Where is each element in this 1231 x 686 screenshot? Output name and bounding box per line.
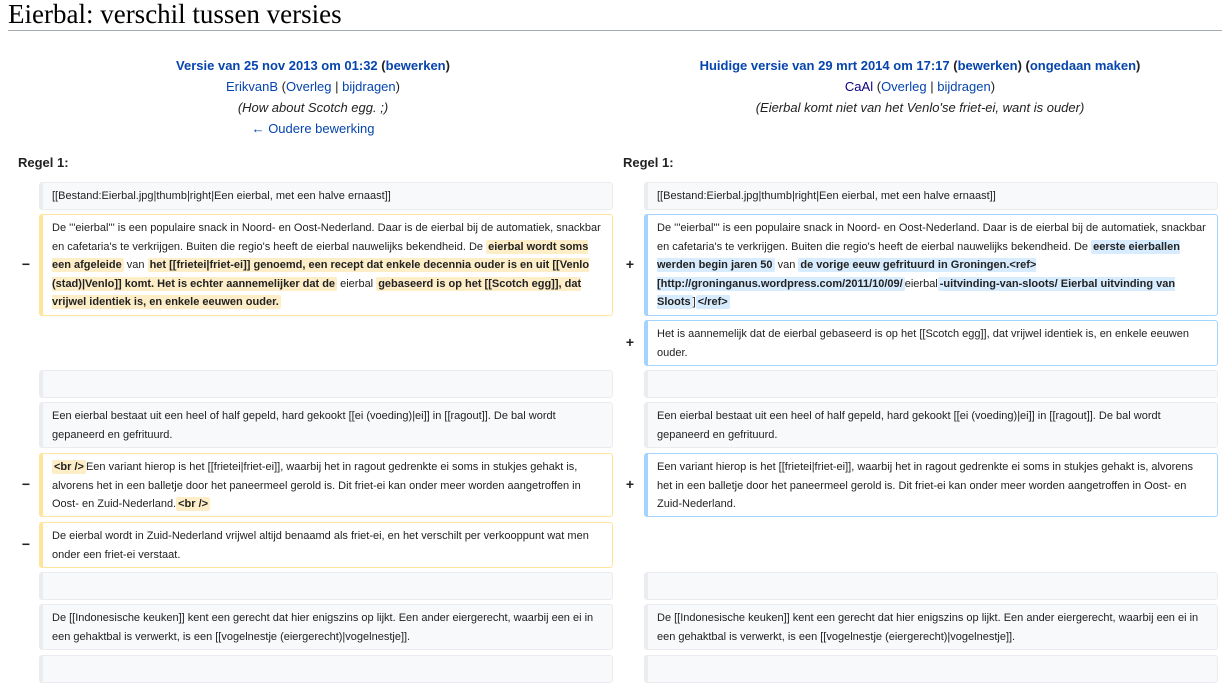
older-edit-link[interactable]: ← Oudere bewerking: [251, 121, 375, 136]
left-empty-context-line: [39, 370, 613, 398]
left-revision-header: Versie van 25 nov 2013 om 01:32 (bewerken) ErikvanB (Overleg | bijdragen) (How about Scotch egg. ;) ← Oudere bewerking: [18, 55, 608, 139]
left-context-line: [[Bestand:Eierbal.jpg|thumb|right|Een eierbal, met een halve ernaast]]: [39, 182, 613, 210]
right-added-line: De '''eierbal''' is een populaire snack in Noord- en Oost-Nederland. Daar is de eierbal bij de automatiek, snackbar en cafetaria's te verkrijgen. Buiten die regio's heeft de eierbal nauwelijks bekendheid. De eerste eierballen werden begin jaren 50 van de vorige eeuw gefrituurd in Groningen.<ref>[http://groninganus.wordpress.com/2011/10/09/ eierbal -uitvinding-van-sloots/ Eierbal uitvinding van Sloots ] </ref>: [644, 214, 1218, 316]
left-talk-link[interactable]: Overleg: [285, 79, 332, 94]
right-line-number: Regel 1:: [623, 155, 674, 170]
right-empty-context-line: [644, 370, 1218, 398]
left-context-line: De [[Indonesische keuken]] kent een gerecht dat hier enigszins op lijkt. Een ander eiergerecht, waarbij een ei in een gehaktbal is verwerkt, is een [[vogelnestje (eiergerecht)|vogelnestje]].: [39, 604, 613, 650]
right-edit-summary: (Eierbal komt niet van het Venlo'se friet-ei, want is ouder): [755, 100, 1085, 115]
right-added-line: Een variant hierop is het [[frietei|friet-ei]], waarbij het in ragout gedrenkte ei soms in stukjes gehakt is, alvorens het in een balletje door het paneermeel gerold is. Dit friet-ei kan onder meer worden aangetroffen in Oost- en Zuid-Nederland.: [644, 453, 1218, 517]
minus-marker: −: [21, 256, 31, 272]
right-user-link[interactable]: CaAl: [844, 79, 874, 94]
left-empty-context-line: [39, 572, 613, 600]
left-deleted-line: De eierbal wordt in Zuid-Nederland vrijwel altijd benaamd als friet-ei, en het verschilt per verkooppunt wat men onder een friet-ei verstaat.: [39, 522, 613, 568]
right-edit-link[interactable]: bewerken: [957, 58, 1018, 73]
minus-marker: −: [21, 476, 31, 492]
left-deleted-line: <br /> Een variant hierop is het [[frietei|friet-ei]], waarbij het in ragout gedrenkte ei soms in stukjes gehakt is, alvorens het in een balletje door het paneermeel gerold is. Dit friet-ei kan onder meer worden aangetroffen in Oost- en Zuid-Nederland. <br />: [39, 453, 613, 517]
right-context-line: De [[Indonesische keuken]] kent een gerecht dat hier enigszins op lijkt. Een ander eiergerecht, waarbij een ei in een gehaktbal is verwerkt, is een [[vogelnestje (eiergerecht)|vogelnestje]].: [644, 604, 1218, 650]
minus-marker: −: [21, 536, 31, 552]
right-empty-context-line: [644, 655, 1218, 683]
page-title: Eierbal: verschil tussen versies: [8, 0, 1222, 31]
right-empty-context-line: [644, 572, 1218, 600]
plus-marker: +: [625, 256, 635, 272]
left-edit-summary: (How about Scotch egg. ;): [237, 100, 389, 115]
left-edit-link[interactable]: bewerken: [385, 58, 446, 73]
right-contribs-link[interactable]: bijdragen: [937, 79, 991, 94]
plus-marker: +: [625, 334, 635, 350]
right-context-line: [[Bestand:Eierbal.jpg|thumb|right|Een eierbal, met een halve ernaast]]: [644, 182, 1218, 210]
undo-link[interactable]: ongedaan maken: [1029, 58, 1137, 73]
right-version-link[interactable]: Huidige versie van 29 mrt 2014 om 17:17: [699, 58, 950, 73]
right-added-line: Het is aannemelijk dat de eierbal gebaseerd is op het [[Scotch egg]], dat vrijwel identiek is, en enkele eeuwen ouder.: [644, 320, 1218, 366]
plus-marker: +: [625, 476, 635, 492]
left-empty-context-line: [39, 655, 613, 683]
left-line-number: Regel 1:: [18, 155, 69, 170]
left-user-link[interactable]: ErikvanB: [225, 79, 279, 94]
right-context-line: Een eierbal bestaat uit een heel of half gepeld, hard gekookt [[ei (voeding)|ei]] in [[ragout]]. De bal wordt gepaneerd en gefrituurd.: [644, 402, 1218, 448]
right-talk-link[interactable]: Overleg: [881, 79, 927, 94]
left-deleted-line: De '''eierbal''' is een populaire snack in Noord- en Oost-Nederland. Daar is de eierbal bij de automatiek, snackbar en cafetaria's te verkrijgen. Buiten die regio's heeft de eierbal nauwelijks bekendheid. De eierbal wordt soms een afgeleide van het [[frietei|friet-ei]] genoemd, een recept dat enkele decennia ouder is en uit [[Venlo (stad)|Venlo]] komt. Het is echter aannemelijker dat de eierbal gebaseerd is op het [[Scotch egg]], dat vrijwel identiek is, en enkele eeuwen ouder.: [39, 214, 613, 316]
right-revision-header: Huidige versie van 29 mrt 2014 om 17:17 (bewerken) (ongedaan maken) CaAl (Overleg | bijdragen) (Eierbal komt niet van het Venlo'se friet-ei, want is ouder): [622, 55, 1218, 118]
left-version-link[interactable]: Versie van 25 nov 2013 om 01:32: [176, 58, 378, 73]
left-contribs-link[interactable]: bijdragen: [342, 79, 396, 94]
left-context-line: Een eierbal bestaat uit een heel of half gepeld, hard gekookt [[ei (voeding)|ei]] in [[ragout]]. De bal wordt gepaneerd en gefrituurd.: [39, 402, 613, 448]
